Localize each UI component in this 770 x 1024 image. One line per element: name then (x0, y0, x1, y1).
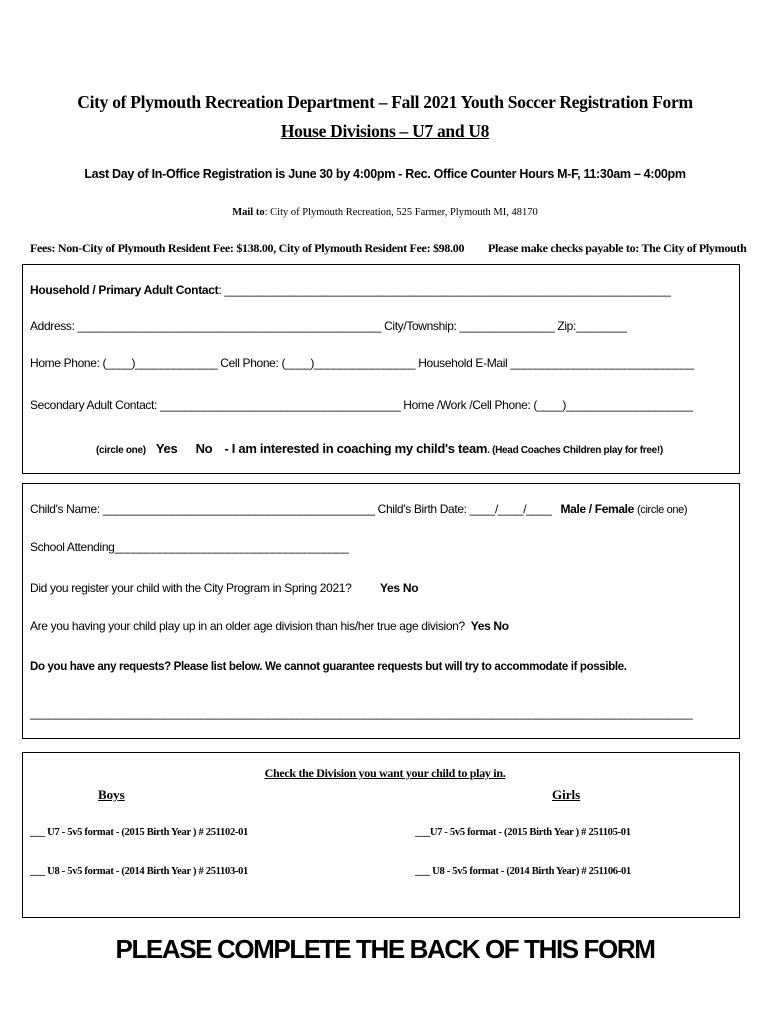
division-heading: Check the Division you want your child to play in. (264, 766, 506, 780)
complete-back-notice: PLEASE COMPLETE THE BACK OF THIS FORM (115, 934, 655, 964)
mail-to-line (0, 207, 770, 218)
child-section (22, 483, 740, 739)
spring-yes-no-options[interactable]: Yes No (380, 581, 419, 595)
boys-u8-option[interactable]: ___ U8 - 5v5 format - (2014 Birth Year ) # 251103-01 (30, 866, 248, 877)
fees-line: Fees: Non-City of Plymouth Resident Fee: $138.00, City of Plymouth Resident Fee: $98.00 (30, 241, 465, 255)
registration-deadline: Last Day of In-Office Registration is June 30 by 4:00pm - Rec. Office Counter Hours M-F, 11:30am – 4:00pm (84, 167, 686, 181)
household-contact-line[interactable] (30, 283, 671, 297)
child-name-line[interactable] (30, 502, 687, 516)
boys-heading: Boys (98, 787, 125, 802)
girls-heading: Girls (552, 787, 581, 802)
coach-no-option[interactable]: No (195, 441, 213, 456)
gender-circle-note: (circle one) (636, 504, 688, 516)
boys-u7-option[interactable]: ___ U7 - 5v5 format - (2015 Birth Year ) # 251102-01 (30, 827, 248, 838)
secondary-contact-line[interactable]: Secondary Adult Contact: ______________________________________ Home /Work /Cell Phone: (____)____________________ (30, 398, 693, 412)
school-attending-line[interactable]: School Attending_____________________________________ (30, 540, 349, 554)
child-name-field[interactable]: Child's Name: ___________________________________________ Child's Birth Date: ____/____/____ (30, 502, 552, 516)
requests-field[interactable]: _____________________________________________________________________________________________________________ (30, 706, 693, 720)
spring-registration-question: Did you register your child with the City Program in Spring 2021? (30, 581, 352, 595)
checks-payable-line: Please make checks payable to: The City of Plymouth (488, 241, 747, 255)
form-title: City of Plymouth Recreation Department – Fall 2021 Youth Soccer Registration Form (77, 92, 693, 112)
form-subtitle: House Divisions – U7 and U8 (280, 121, 490, 141)
play-up-yes-no-options[interactable]: Yes No (470, 619, 509, 633)
household-contact-label: Household / Primary Adult Contact (30, 283, 219, 297)
coaching-line (96, 440, 663, 458)
mail-to-address: : City of Plymouth Recreation, 525 Farmer, Plymouth MI, 48170 (264, 207, 538, 218)
play-up-line (30, 619, 509, 633)
address-line[interactable]: Address: ________________________________________________ City/Township: _______________ Zip:________ (30, 319, 627, 333)
phones-line[interactable]: Home Phone: (____)_____________ Cell Phone: (____)________________ Household E-Mail _____________________________ (30, 356, 694, 370)
coach-free-note: . (Head Coaches Children play for free!) (487, 445, 663, 456)
circle-one-note: (circle one) (96, 445, 146, 456)
mail-to-label: Mail to (232, 207, 265, 218)
girls-u8-option[interactable]: ___ U8 - 5v5 format - (2014 Birth Year) # 251106-01 (415, 866, 631, 877)
requests-prompt: Do you have any requests? Please list below. We cannot guarantee requests but will try to accommodate if possible. (30, 661, 627, 673)
coach-yes-option[interactable]: Yes (155, 441, 178, 456)
coach-interest-text: - I am interested in coaching my child's team (224, 441, 488, 456)
play-up-question: Are you having your child play up in an older age division than his/her true age division? (30, 619, 465, 633)
gender-options[interactable]: Male / Female (560, 502, 634, 516)
household-contact-field[interactable]: : ______________________________________________________________________ (218, 283, 671, 297)
girls-u7-option[interactable]: ___U7 - 5v5 format - (2015 Birth Year ) # 251105-01 (415, 827, 631, 838)
